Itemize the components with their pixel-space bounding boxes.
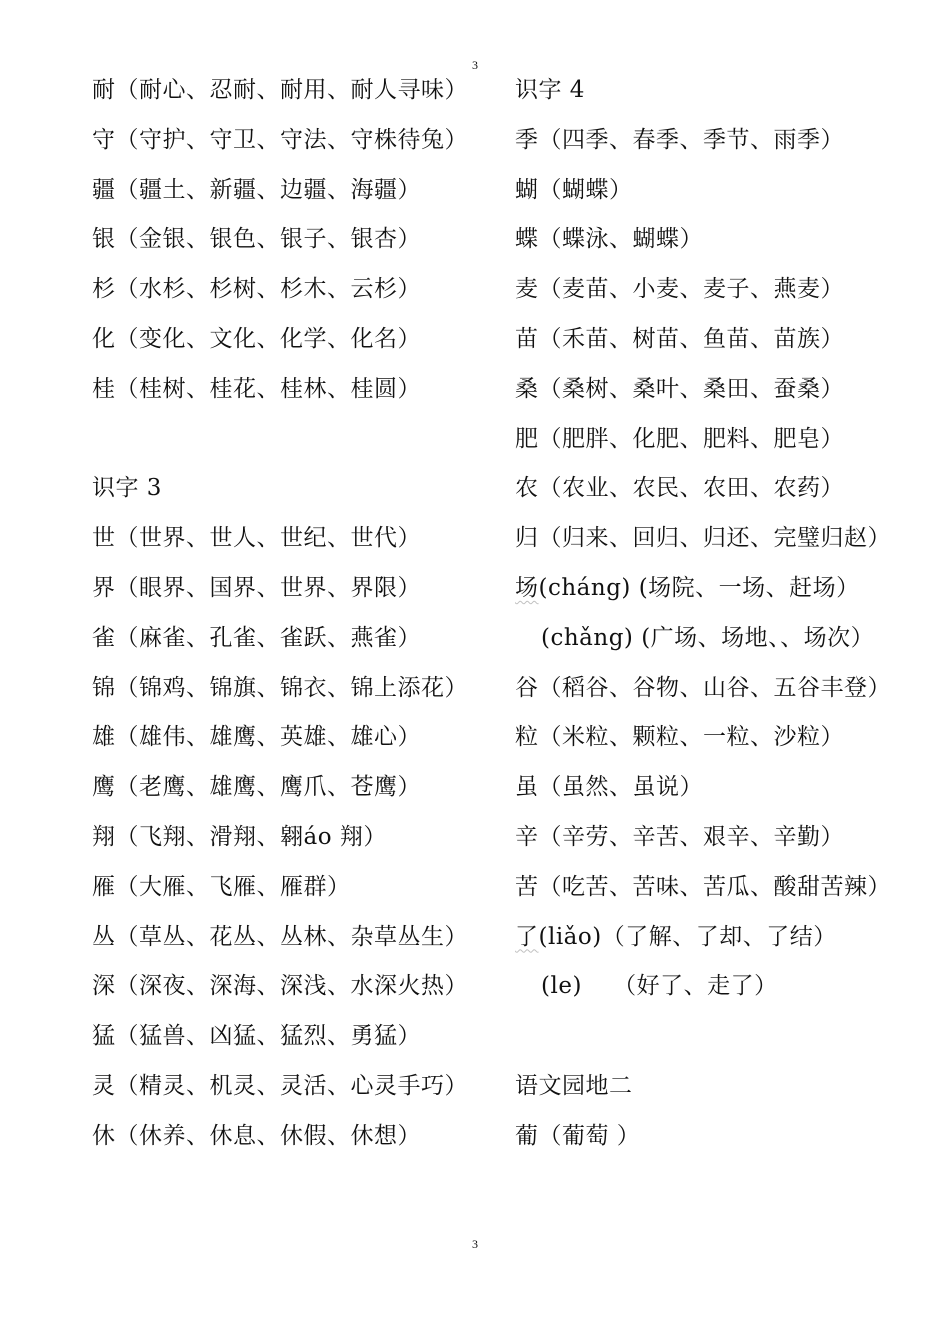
vocab-line: 银（金银、银色、银子、银杏） [92, 226, 421, 253]
vocab-line: 蝶（蝶泳、蝴蝶） [515, 226, 703, 253]
vocab-line: 疆（疆土、新疆、边疆、海疆） [92, 176, 421, 203]
blank-line [92, 415, 497, 465]
vocab-line: 雀（麻雀、孔雀、雀跃、燕雀） [92, 624, 421, 651]
vocab-line: 耐（耐心、忍耐、耐用、耐人寻味） [92, 77, 468, 103]
vocab-line: 季（四季、春季、季节、雨季） [515, 126, 844, 153]
vocab-line: 苦（吃苦、苦味、苦瓜、酸甜苦辣） [515, 873, 891, 900]
vocab-line: 辛（辛劳、辛苦、艰辛、辛勤） [515, 823, 844, 850]
vocab-line: 雁（大雁、飞雁、雁群） [92, 873, 351, 900]
vocab-line: 麦（麦苗、小麦、麦子、燕麦） [515, 276, 844, 303]
vocab-line: 界（眼界、国界、世界、界限） [92, 574, 421, 601]
vocab-line-reading: (le) （好了、走了） [541, 973, 778, 1000]
vocab-line: 雄（雄伟、雄鹰、英雄、雄心） [92, 724, 421, 751]
vocab-line: 农（农业、农民、农田、农药） [515, 475, 844, 502]
vocab-line: 世（世界、世人、世纪、世代） [92, 525, 421, 552]
vocab-line: 翔（飞翔、滑翔、翱áo 翔） [92, 823, 387, 850]
right-column [515, 66, 920, 1162]
vocab-line: 归（归来、回归、归还、完璧归赵） [515, 525, 891, 552]
vocab-line: 猛（猛兽、凶猛、猛烈、勇猛） [92, 1023, 421, 1050]
blank-line [515, 1012, 920, 1062]
section-heading: 识字 4 [515, 77, 585, 103]
vocab-line: 丛（草丛、花丛、丛林、杂草丛生） [92, 923, 468, 950]
polyphone-char: 场 [515, 574, 539, 601]
vocab-line: 休（休养、休息、休假、休想） [92, 1122, 421, 1149]
section-heading: 语文园地二 [515, 1072, 633, 1099]
vocab-line: 粒（米粒、颗粒、一粒、沙粒） [515, 724, 844, 751]
polyphone-reading: (liǎo)（了解、了却、了结） [538, 923, 837, 950]
vocab-line: 鹰（老鹰、雄鹰、鹰爪、苍鹰） [92, 774, 421, 801]
vocab-line: 杉（水杉、杉树、杉木、云杉） [92, 276, 421, 303]
section-heading: 识字 3 [92, 475, 162, 502]
vocab-line: 桂（桂树、桂花、桂林、桂圆） [92, 375, 421, 402]
polyphone-reading: (cháng) (场院、一场、赶场） [538, 574, 860, 601]
vocab-line-reading: (chǎng) (广场、场地、、场次） [541, 624, 875, 651]
left-column [92, 66, 497, 1162]
vocab-line-polyphone [515, 564, 920, 614]
vocab-line: 蝴（蝴蝶） [515, 176, 633, 203]
vocab-line: 守（守护、守卫、守法、守株待兔） [92, 126, 468, 153]
vocab-line: 锦（锦鸡、锦旗、锦衣、锦上添花） [92, 674, 468, 701]
polyphone-char: 了 [515, 923, 539, 950]
vocab-line: 苗（禾苗、树苗、鱼苗、苗族） [515, 325, 844, 352]
page-number-bottom: 3 [472, 1237, 478, 1251]
vocab-line: 深（深夜、深海、深浅、水深火热） [92, 973, 468, 1000]
vocab-line-polyphone [515, 913, 920, 963]
vocab-line: 化（变化、文化、化学、化名） [92, 325, 421, 352]
vocab-line: 灵（精灵、机灵、灵活、心灵手巧） [92, 1072, 468, 1099]
vocab-line: 谷（稻谷、谷物、山谷、五谷丰登） [515, 674, 891, 701]
vocab-line: 肥（肥胖、化肥、肥料、肥皂） [515, 425, 844, 452]
page-number-top: 3 [472, 58, 478, 72]
vocab-line: 虽（虽然、虽说） [515, 774, 703, 801]
vocab-line: 桑（桑树、桑叶、桑田、蚕桑） [515, 375, 844, 402]
vocab-line: 葡（葡萄 ） [515, 1122, 641, 1149]
